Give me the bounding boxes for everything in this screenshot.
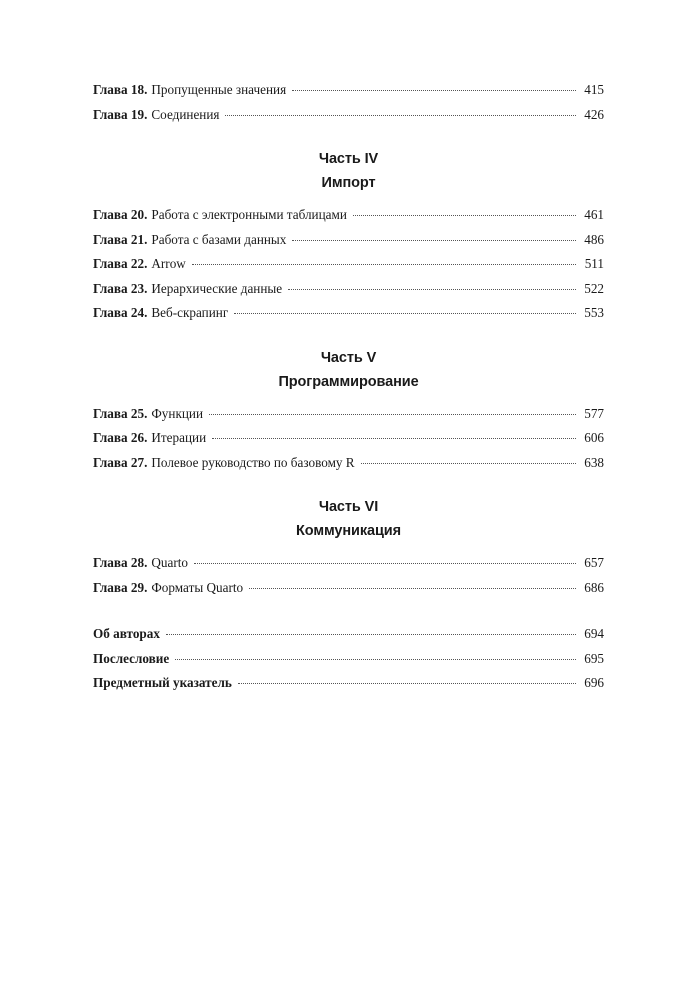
chapter-title: Работа с электронными таблицами xyxy=(151,207,347,222)
chapter-title: Форматы Quarto xyxy=(151,579,244,595)
chapter-number: Глава 27. xyxy=(93,454,148,470)
toc-entry-chapter-29[interactable] xyxy=(93,576,604,601)
toc-group-part-vi xyxy=(93,551,604,600)
part-label: Часть VI xyxy=(318,499,379,515)
chapter-number: Глава 19. xyxy=(93,106,148,122)
toc-entry-chapter-21[interactable] xyxy=(93,228,604,253)
dot-leader xyxy=(238,683,576,684)
chapter-number: Глава 28. xyxy=(93,555,148,570)
part-vi-header xyxy=(93,495,604,543)
dot-leader xyxy=(361,463,576,464)
toc-entry-chapter-23[interactable] xyxy=(93,277,604,302)
chapter-title: Полевое руководство по базовому R xyxy=(151,454,355,470)
part-label: Часть IV xyxy=(318,151,379,167)
page-number: 511 xyxy=(584,256,604,271)
part-title: Коммуникация xyxy=(296,523,401,539)
part-title: Импорт xyxy=(321,175,376,191)
chapter-number: Глава 29. xyxy=(93,579,148,595)
chapter-title: Соединения xyxy=(151,106,220,122)
chapter-number: Глава 24. xyxy=(93,305,148,320)
section-title: Об авторах xyxy=(93,626,160,641)
chapter-title: Работа с базами данных xyxy=(151,231,287,247)
chapter-number: Глава 25. xyxy=(93,405,148,421)
chapter-number: Глава 21. xyxy=(93,231,148,247)
page-number: 553 xyxy=(584,305,604,320)
toc-entry-chapter-25[interactable] xyxy=(93,402,604,427)
page-number: 696 xyxy=(584,675,604,690)
part-label: Часть V xyxy=(320,349,377,366)
dot-leader xyxy=(353,215,576,216)
page-number: 461 xyxy=(584,207,604,222)
page-number: 686 xyxy=(584,579,604,595)
chapter-title: Arrow xyxy=(151,256,186,271)
chapter-title: Итерации xyxy=(151,430,207,445)
dot-leader xyxy=(288,289,576,290)
toc-entry-afterword[interactable] xyxy=(93,647,604,672)
chapter-number: Глава 22. xyxy=(93,256,148,271)
page-number: 657 xyxy=(584,555,604,570)
page-number: 577 xyxy=(584,405,604,421)
chapter-title: Веб-скрапинг xyxy=(151,305,229,320)
part-iv-header xyxy=(93,147,604,195)
dot-leader xyxy=(292,240,576,241)
toc-entry-chapter-27[interactable] xyxy=(93,451,604,476)
toc-group-part-v xyxy=(93,402,604,476)
dot-leader xyxy=(209,414,576,415)
dot-leader xyxy=(225,115,576,116)
page-number: 486 xyxy=(584,231,604,247)
section-title: Предметный указатель xyxy=(93,675,232,690)
dot-leader xyxy=(212,438,576,439)
toc-back-matter xyxy=(93,622,604,696)
toc-entry-chapter-26[interactable] xyxy=(93,426,604,451)
chapter-number: Глава 20. xyxy=(93,207,148,222)
page-number: 415 xyxy=(584,82,604,97)
dot-leader xyxy=(192,264,576,265)
toc-entry-chapter-19[interactable] xyxy=(93,103,604,128)
toc-entry-subject-index[interactable] xyxy=(93,671,604,696)
section-title: Послесловие xyxy=(93,650,170,666)
table-of-contents xyxy=(93,78,604,696)
page-number: 638 xyxy=(584,454,604,470)
chapter-title: Quarto xyxy=(151,555,189,570)
chapter-number: Глава 23. xyxy=(93,280,148,296)
toc-entry-chapter-28[interactable] xyxy=(93,551,604,576)
dot-leader xyxy=(194,563,576,564)
chapter-title: Иерархические данные xyxy=(151,280,283,296)
chapter-title: Функции xyxy=(151,405,204,421)
toc-entry-chapter-18[interactable] xyxy=(93,78,604,103)
toc-entry-chapter-24[interactable] xyxy=(93,301,604,326)
page-number: 695 xyxy=(584,650,604,666)
toc-entry-chapter-20[interactable] xyxy=(93,203,604,228)
dot-leader xyxy=(166,634,576,635)
page-number: 606 xyxy=(584,430,604,445)
chapter-title: Пропущенные значения xyxy=(151,82,287,97)
toc-entry-about-authors[interactable] xyxy=(93,622,604,647)
dot-leader xyxy=(234,313,576,314)
toc-group-part-iv xyxy=(93,203,604,326)
toc-entry-chapter-22[interactable] xyxy=(93,252,604,277)
page-number: 426 xyxy=(584,106,604,122)
dot-leader xyxy=(292,90,576,91)
chapter-number: Глава 18. xyxy=(93,82,148,97)
part-title: Программирование xyxy=(278,373,419,390)
toc-group-part-iii-continued xyxy=(93,78,604,127)
spacer xyxy=(93,600,604,622)
page-number: 694 xyxy=(584,626,604,641)
page-number: 522 xyxy=(584,280,604,296)
dot-leader xyxy=(175,659,576,660)
part-v-header xyxy=(93,346,604,394)
chapter-number: Глава 26. xyxy=(93,430,148,445)
dot-leader xyxy=(249,588,576,589)
